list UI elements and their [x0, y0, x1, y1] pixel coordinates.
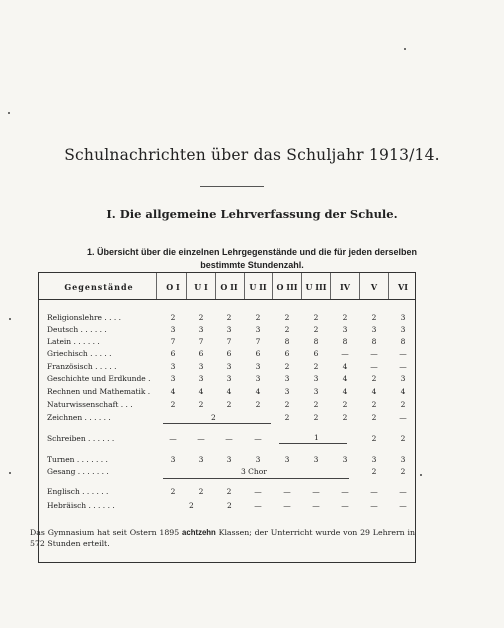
table-cell: 3: [255, 374, 261, 383]
table-cell: 2: [371, 467, 377, 476]
table-cell: 8: [313, 337, 319, 346]
speck: [404, 48, 406, 50]
column-divider: [301, 273, 302, 299]
column-header-subject: Gegenstände: [64, 282, 134, 292]
column-header-class: V: [370, 282, 378, 292]
table-cell: 2: [226, 313, 232, 322]
footer-emphasis: achtzehn: [182, 528, 216, 537]
combined-hours-label: 2: [227, 501, 232, 510]
table-cell: 4: [342, 362, 348, 371]
column-header-class: U II: [249, 282, 267, 292]
table-cell: 3: [170, 325, 176, 334]
table-cell: 8: [284, 337, 290, 346]
table-cell: 2: [284, 400, 290, 409]
column-header-class: U III: [305, 282, 327, 292]
table-cell: —: [341, 487, 349, 496]
subsection-heading-line1: 1. Übersicht über die einzelnen Lehrgegenstände und die für jeden derselben: [86, 247, 418, 257]
table-cell: 3: [400, 455, 406, 464]
table-cell: 2: [313, 362, 319, 371]
subsection-heading: [60, 246, 444, 272]
table-cell: 2: [170, 400, 176, 409]
table-cell: 2: [198, 487, 204, 496]
table-cell: 6: [170, 349, 176, 358]
table-row-subject: Hebräisch . . . . . .: [47, 501, 115, 510]
table-cell: —: [283, 487, 291, 496]
table-cell: —: [399, 362, 407, 371]
title-divider: [200, 186, 264, 187]
page-title: Schulnachrichten über das Schuljahr 1913/14.: [64, 146, 440, 164]
table-cell: —: [312, 487, 320, 496]
column-divider: [215, 273, 216, 299]
table-row-subject: Zeichnen . . . . . .: [47, 413, 111, 422]
table-cell: 8: [371, 337, 377, 346]
table-cell: 3: [284, 387, 290, 396]
column-divider: [388, 273, 389, 299]
table-cell: 3: [198, 362, 204, 371]
column-divider: [272, 273, 273, 299]
table-cell: 7: [198, 337, 204, 346]
table-row-subject: Französisch . . . . .: [47, 362, 117, 371]
table-cell: 2: [313, 413, 319, 422]
table-cell: 4: [226, 387, 232, 396]
table-cell: 2: [170, 487, 176, 496]
table-cell: 4: [170, 387, 176, 396]
table-cell: 3: [313, 374, 319, 383]
table-cell: 4: [342, 374, 348, 383]
footer-text-start: Das Gymnasium hat seit Ostern 1895: [30, 528, 183, 537]
table-cell: 2: [284, 325, 290, 334]
table-cell: 3: [371, 455, 377, 464]
table-cell: 2: [255, 400, 261, 409]
table-cell: 4: [342, 387, 348, 396]
table-cell: 2: [313, 400, 319, 409]
table-cell: —: [399, 501, 407, 510]
table-cell: 2: [371, 400, 377, 409]
combined-hours-label: 3 Chor: [241, 467, 267, 476]
table-cell: 3: [170, 362, 176, 371]
table-cell: —: [370, 362, 378, 371]
table-cell: 3: [371, 325, 377, 334]
table-row-subject: Schreiben . . . . . .: [47, 434, 115, 443]
table-cell: —: [169, 434, 177, 443]
table-cell: 3: [284, 455, 290, 464]
speck: [9, 472, 11, 474]
table-cell: 2: [400, 434, 406, 443]
table-cell: 3: [255, 362, 261, 371]
table-cell: 2: [226, 400, 232, 409]
combined-bracket: [163, 423, 271, 424]
table-cell: 4: [371, 387, 377, 396]
table-cell: —: [399, 413, 407, 422]
table-cell: —: [254, 501, 262, 510]
table-row-subject: Gesang . . . . . . .: [47, 467, 109, 476]
table-row-subject: Naturwissenschaft . . .: [47, 400, 133, 409]
table-cell: 3: [198, 325, 204, 334]
table-cell: 3: [400, 313, 406, 322]
column-header-class: O I: [166, 282, 180, 292]
column-divider: [330, 273, 331, 299]
table-cell: 3: [313, 455, 319, 464]
table-cell: —: [370, 501, 378, 510]
section-heading: I. Die allgemeine Lehrverfassung der Schule.: [106, 207, 398, 221]
table-cell: 2: [371, 374, 377, 383]
combined-hours-label: 1: [314, 433, 319, 442]
table-cell: 2: [400, 467, 406, 476]
table-row-subject: Turnen . . . . . . .: [47, 455, 108, 464]
table-cell: 2: [198, 400, 204, 409]
table-cell: 3: [342, 455, 348, 464]
combined-hours-label: 2: [211, 413, 216, 422]
table-cell: 2: [342, 313, 348, 322]
table-cell: 2: [284, 413, 290, 422]
table-cell: —: [312, 501, 320, 510]
table-cell: 3: [284, 374, 290, 383]
table-cell: —: [254, 434, 262, 443]
table-cell: —: [370, 349, 378, 358]
table-cell: 3: [400, 374, 406, 383]
table-cell: —: [341, 501, 349, 510]
table-cell: 2: [198, 313, 204, 322]
table-row-subject: Latein . . . . . .: [47, 337, 100, 346]
table-cell: 2: [371, 434, 377, 443]
table-cell: 3: [226, 325, 232, 334]
speck: [420, 474, 422, 476]
table-row-subject: Religionslehre . . . .: [47, 313, 122, 322]
table-cell: 8: [400, 337, 406, 346]
table-cell: —: [370, 487, 378, 496]
column-divider: [186, 273, 187, 299]
table-cell: 2: [170, 313, 176, 322]
footer-note: [30, 527, 415, 549]
table-cell: 3: [170, 374, 176, 383]
table-header-divider: [39, 299, 415, 300]
table-cell: 6: [198, 349, 204, 358]
combined-hours-label: 2: [189, 501, 194, 510]
subject-hours-table: [38, 272, 416, 563]
table-cell: —: [254, 487, 262, 496]
table-cell: 8: [342, 337, 348, 346]
table-cell: 3: [226, 455, 232, 464]
table-cell: 2: [313, 313, 319, 322]
table-cell: 2: [400, 400, 406, 409]
table-cell: —: [197, 434, 205, 443]
table-row-subject: Englisch . . . . . .: [47, 487, 109, 496]
table-cell: —: [341, 349, 349, 358]
table-cell: —: [225, 434, 233, 443]
table-cell: 3: [198, 374, 204, 383]
footer-text-end: Klassen; der Unterricht wurde von 29 Lehrern in 572 Stunden erteilt.: [30, 528, 415, 548]
table-cell: 2: [255, 313, 261, 322]
table-cell: 3: [226, 362, 232, 371]
table-cell: 6: [313, 349, 319, 358]
table-cell: 3: [198, 455, 204, 464]
table-cell: 4: [198, 387, 204, 396]
table-cell: 4: [400, 387, 406, 396]
table-row-subject: Geschichte und Erdkunde .: [47, 374, 151, 383]
table-cell: 7: [226, 337, 232, 346]
table-cell: 4: [255, 387, 261, 396]
table-cell: 3: [313, 387, 319, 396]
table-cell: 2: [342, 413, 348, 422]
table-row-subject: Rechnen und Mathematik .: [47, 387, 151, 396]
table-cell: 2: [284, 313, 290, 322]
table-cell: 3: [226, 374, 232, 383]
table-cell: 6: [226, 349, 232, 358]
table-cell: 3: [400, 325, 406, 334]
column-header-class: O II: [220, 282, 238, 292]
table-cell: 2: [371, 313, 377, 322]
table-cell: 3: [255, 455, 261, 464]
table-cell: 2: [342, 400, 348, 409]
table-cell: 3: [255, 325, 261, 334]
column-divider: [156, 273, 157, 299]
table-cell: 2: [371, 413, 377, 422]
table-row-subject: Griechisch . . . . .: [47, 349, 112, 358]
table-cell: —: [283, 501, 291, 510]
table-cell: 2: [226, 487, 232, 496]
subsection-heading-line2: bestimmte Stundenzahl.: [200, 260, 304, 270]
column-header-class: O III: [276, 282, 298, 292]
table-cell: 3: [170, 455, 176, 464]
column-divider: [244, 273, 245, 299]
speck: [9, 318, 11, 320]
table-cell: —: [399, 349, 407, 358]
table-cell: 6: [255, 349, 261, 358]
column-divider: [359, 273, 360, 299]
column-header-class: VI: [398, 282, 408, 292]
table-cell: 2: [313, 325, 319, 334]
column-header-class: U I: [194, 282, 208, 292]
table-cell: 7: [255, 337, 261, 346]
combined-bracket: [163, 478, 349, 479]
table-cell: —: [399, 487, 407, 496]
combined-bracket: [279, 443, 347, 444]
table-cell: 3: [342, 325, 348, 334]
table-cell: 6: [284, 349, 290, 358]
table-cell: 7: [170, 337, 176, 346]
speck: [8, 112, 10, 114]
column-header-class: IV: [340, 282, 350, 292]
table-cell: 2: [284, 362, 290, 371]
table-row-subject: Deutsch . . . . . .: [47, 325, 107, 334]
